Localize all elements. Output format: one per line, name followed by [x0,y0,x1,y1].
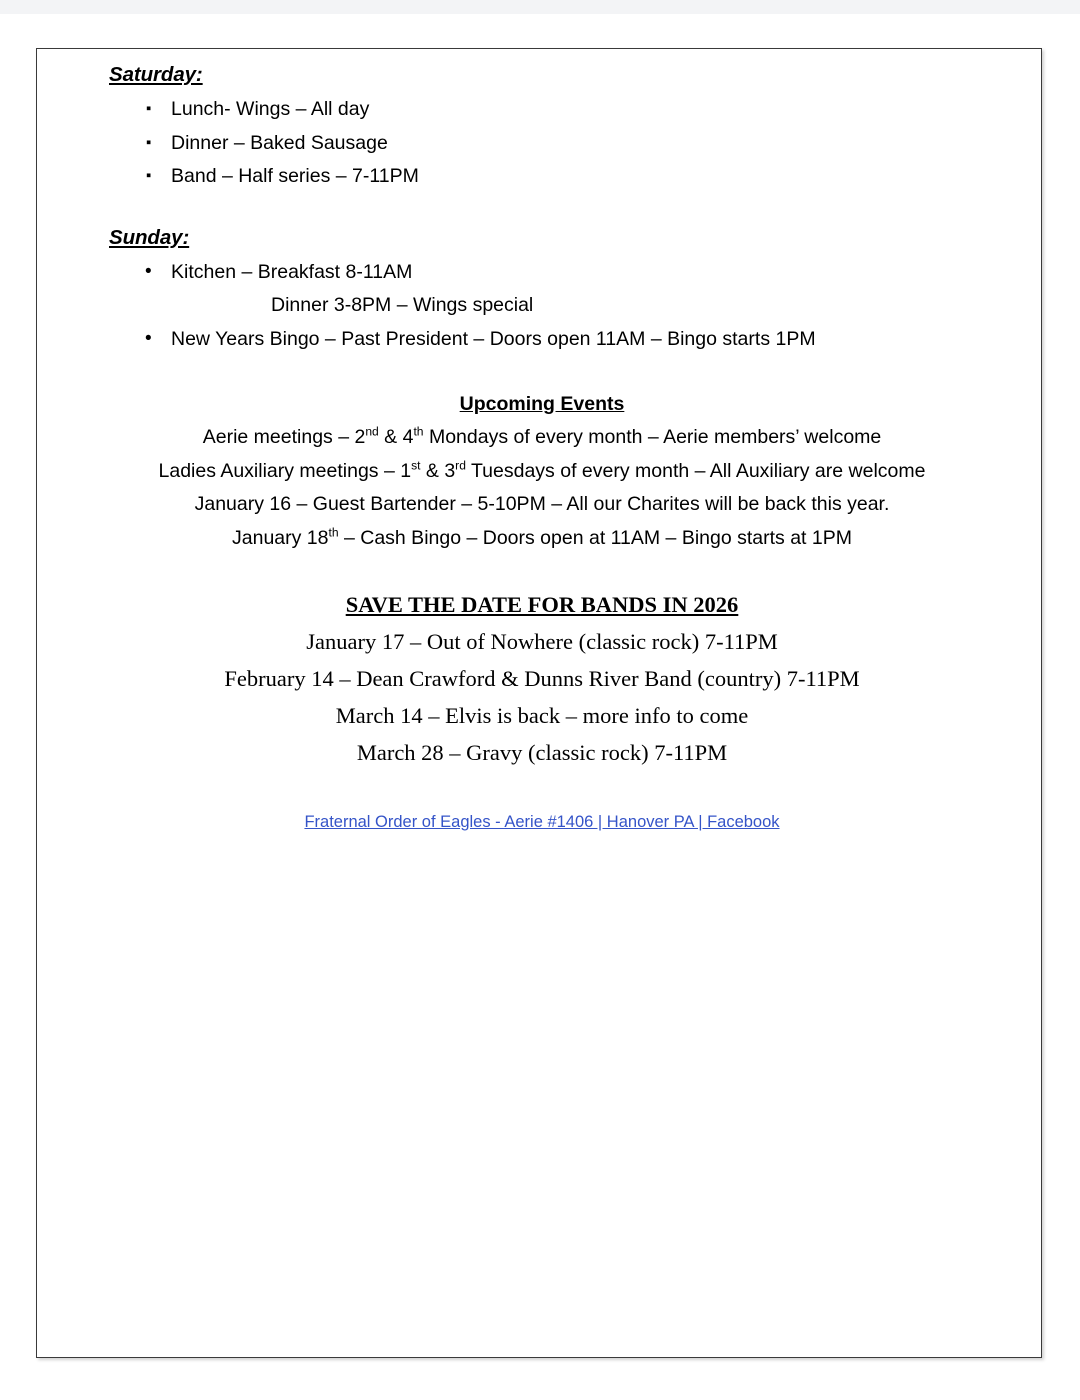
aerie-meetings-text-b: & 4 [378,426,414,448]
cash-bingo-text-a: January 18 [232,526,329,549]
ordinal-suffix: nd [365,424,379,439]
spacer [109,194,975,226]
aerie-meetings-text-c: Mondays of every month – Aerie members’ welcome [423,426,882,448]
upcoming-events-section [109,388,975,555]
sunday-section [109,226,975,357]
spacer [109,356,975,388]
saturday-heading: Saturday: [109,63,203,86]
window-top-strip [0,0,1080,14]
sunday-list-2 [109,323,975,357]
spacer [109,555,975,587]
footer-link-row [109,813,975,832]
ladies-auxiliary-line [109,455,975,489]
ladies-aux-text-a: Ladies Auxiliary meetings – 1 [158,459,412,482]
saturday-list [109,93,975,194]
ladies-aux-text-c: Tuesdays of every month – All Auxiliary are welcome [465,459,926,482]
list-item: • Kitchen – Breakfast 8-11AM [109,256,975,290]
list-item: ▪ Lunch- Wings – All day [109,93,975,127]
list-item: ▪ Dinner – Baked Sausage [109,127,975,161]
ordinal-suffix: th [328,525,339,539]
cash-bingo-line [109,522,975,556]
ordinal-suffix: st [411,458,421,472]
ordinal-suffix: th [413,424,424,439]
list-item: ▪ Band – Half series – 7-11PM [109,160,975,194]
facebook-page-link[interactable]: Fraternal Order of Eagles - Aerie #1406 | Hanover PA | Facebook [304,813,780,831]
guest-bartender-line: January 16 – Guest Bartender – 5-10PM – All our Charites will be back this year. [194,493,890,515]
ladies-aux-text-b: & 3 [420,459,456,482]
band-line: March 28 – Gravy (classic rock) 7-11PM [356,740,728,765]
list-item: • New Years Bingo – Past President – Doors open 11AM – Bingo starts 1PM [109,323,975,357]
save-the-date-title: SAVE THE DATE FOR BANDS IN 2026 [345,592,739,617]
document-content [109,63,975,832]
ordinal-suffix: rd [455,458,466,472]
sunday-dinner-line: Dinner 3-8PM – Wings special [271,294,534,316]
aerie-meetings-text-a: Aerie meetings – 2 [202,426,366,448]
sunday-heading: Sunday: [109,225,190,249]
saturday-section [109,63,975,194]
document-page [36,48,1042,1358]
band-line: January 17 – Out of Nowhere (classic rock) 7-11PM [306,629,778,654]
sunday-list [109,256,975,290]
upcoming-events-title: Upcoming Events [459,393,625,415]
aerie-meetings-line [109,421,975,455]
band-line: March 14 – Elvis is back – more info to come [335,703,749,728]
save-the-date-section [109,587,975,771]
cash-bingo-text-b: – Cash Bingo – Doors open at 11AM – Bingo starts at 1PM [338,526,852,549]
band-line: February 14 – Dean Crawford & Dunns River Band (country) 7-11PM [224,666,860,691]
